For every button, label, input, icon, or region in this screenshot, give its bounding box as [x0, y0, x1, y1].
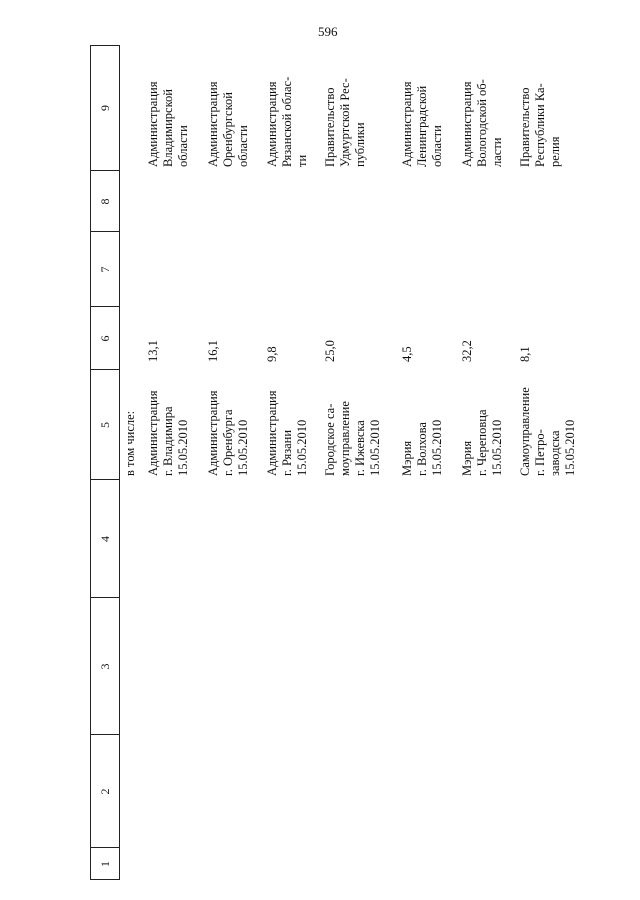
- page-number: 596: [318, 24, 338, 39]
- table-cell-col9: Администрация Рязанской облас- ти: [265, 76, 309, 167]
- table-cell-col9: Администрация Вологодской об- ласти: [460, 79, 504, 167]
- table-cell-col9: Администрация Владимирской области: [146, 81, 190, 167]
- table-cell-col6: 25,0: [323, 340, 337, 362]
- table-cell-col9: Правительство Удмуртской Рес- публики: [323, 78, 367, 167]
- header-col-9: 9: [98, 105, 112, 111]
- table-cell-col5: Администрация г. Оренбурга 15.05.2010: [206, 390, 250, 476]
- table-cell-col6: 8,1: [518, 346, 532, 362]
- rotated-table: [90, 20, 610, 880]
- header-col-1: 1: [98, 861, 112, 867]
- header-col-7: 7: [98, 266, 112, 273]
- table-cell-col5: Городское са- моуправление г. Ижевска 15.05.2010: [323, 401, 382, 476]
- header-col-5: 5: [98, 422, 112, 428]
- header-col-4: 4: [98, 536, 112, 542]
- table-cell-col6: 32,2: [460, 340, 474, 362]
- subheading-text: в том числе:: [123, 410, 137, 476]
- table-cell-col5: Администрация г. Рязани 15.05.2010: [265, 390, 309, 476]
- header-col-6: 6: [98, 335, 112, 342]
- table-cell-col9: Администрация Оренбургской области: [206, 81, 250, 167]
- table-cell-col5: Мэрия г. Волхова 15.05.2010: [400, 419, 444, 476]
- header-col-3: 3: [98, 663, 112, 670]
- table-cell-col5: Мэрия г. Череповца 15.05.2010: [460, 409, 504, 476]
- table-cell-col9: Правительство Республики Ка- релия: [518, 83, 562, 167]
- table-cell-col6: 9,8: [265, 346, 279, 362]
- header-col-8: 8: [98, 198, 112, 205]
- table-cell-col6: 16,1: [206, 340, 220, 362]
- table-cell-col5: Самоуправление г. Петро- заводска 15.05.2010: [518, 387, 577, 476]
- table-cell-col6: 13,1: [146, 340, 160, 362]
- header-col-2: 2: [98, 788, 112, 795]
- table-cell-col6: 4,5: [400, 346, 414, 362]
- table-cell-col9: Администрация Ленинградской области: [400, 81, 444, 167]
- table-cell-col5: Администрация г. Владимира 15.05.2010: [146, 390, 190, 476]
